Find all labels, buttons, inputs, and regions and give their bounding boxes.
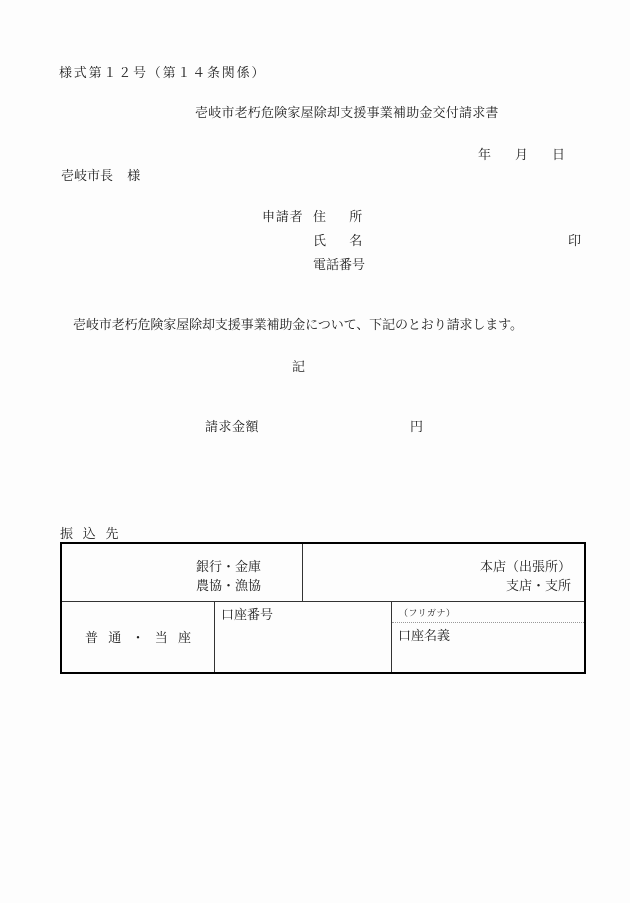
account-number-cell: 口座番号	[215, 602, 392, 672]
applicant-address-label: 住 所	[313, 209, 363, 224]
addressee: 壱岐市長 様	[61, 168, 141, 183]
ki-heading: 記	[292, 359, 306, 374]
branch-type-line1: 本店（出張所）	[479, 558, 571, 574]
date-year-label: 年	[478, 147, 492, 162]
applicant-phone-label: 電話番号	[313, 257, 366, 272]
transfer-table	[60, 542, 586, 674]
transfer-table-row-account	[62, 602, 584, 672]
transfer-section-label: 振 込 先	[60, 526, 119, 541]
account-holder-label: 口座名義	[398, 628, 451, 643]
branch-type-cell	[303, 544, 584, 601]
branch-type-line2: 支店・支所	[505, 577, 571, 593]
bank-type-line2: 農協・漁協	[195, 577, 261, 593]
date-day-label: 日	[552, 147, 566, 162]
page-title: 壱岐市老朽危険家屋除却支援事業補助金交付請求書	[195, 105, 499, 120]
transfer-table-row-bank	[62, 544, 584, 602]
applicant-name-label: 氏 名	[313, 233, 363, 248]
seal-mark: 印	[568, 233, 582, 248]
form-number: 様式第１２号（第１４条関係）	[59, 65, 267, 80]
bank-type-line1: 銀行・金庫	[195, 558, 261, 574]
amount-unit-yen: 円	[410, 419, 424, 434]
date-month-label: 月	[515, 147, 529, 162]
body-statement: 壱岐市老朽危険家屋除却支援事業補助金について、下記のとおり請求します。	[73, 317, 523, 332]
furigana-label: （フリガナ）	[392, 602, 584, 623]
account-type-cell: 普 通 ・ 当 座	[62, 602, 215, 672]
applicant-label: 申請者	[262, 209, 304, 224]
amount-label: 請求金額	[205, 419, 260, 434]
bank-type-cell	[62, 544, 303, 601]
account-holder-cell	[392, 602, 584, 672]
